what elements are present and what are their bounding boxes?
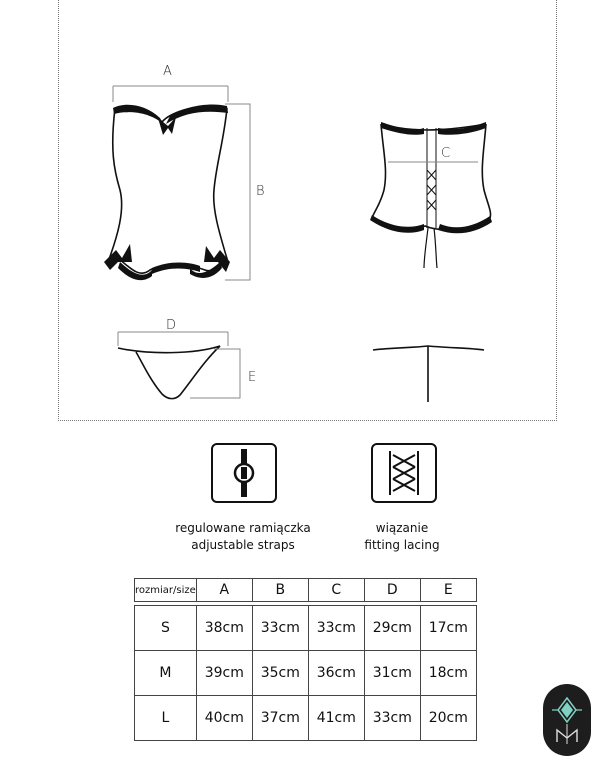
feature-straps-caption xyxy=(160,520,326,554)
value-cell: 29cm xyxy=(364,606,420,651)
feature-lacing-caption xyxy=(340,520,464,554)
table-row xyxy=(135,651,477,696)
value-cell: 33cm xyxy=(364,696,420,741)
dimension-label-d: D xyxy=(166,318,177,333)
feature-lacing-label-en: fitting lacing xyxy=(364,538,440,552)
corset-back-outline xyxy=(372,124,491,218)
column-header-e: E xyxy=(420,579,476,602)
dimension-label-e: E xyxy=(248,370,257,385)
value-cell: 39cm xyxy=(196,651,252,696)
size-cell: M xyxy=(135,651,197,696)
dimension-label-b: B xyxy=(256,184,265,199)
column-header-a: A xyxy=(196,579,252,602)
table-row xyxy=(135,606,477,651)
size-cell: S xyxy=(135,606,197,651)
value-cell: 40cm xyxy=(196,696,252,741)
value-cell: 37cm xyxy=(252,696,308,741)
value-cell: 36cm xyxy=(308,651,364,696)
brand-logo xyxy=(543,684,591,756)
value-cell: 38cm xyxy=(196,606,252,651)
feature-lacing-label-pl: wiązanie xyxy=(375,521,429,535)
column-header-b: B xyxy=(252,579,308,602)
value-cell: 18cm xyxy=(420,651,476,696)
size-table xyxy=(134,578,477,741)
size-cell: L xyxy=(135,696,197,741)
table-row xyxy=(135,696,477,741)
value-cell: 35cm xyxy=(252,651,308,696)
value-cell: 33cm xyxy=(252,606,308,651)
adjustable-strap-icon xyxy=(211,443,277,503)
thong-front xyxy=(118,346,220,399)
value-cell: 17cm xyxy=(420,606,476,651)
feature-straps-label-en: adjustable straps xyxy=(191,538,295,552)
size-table-corner: rozmiar/size xyxy=(135,579,197,602)
column-header-d: D xyxy=(364,579,420,602)
dimension-label-c: C xyxy=(441,146,451,161)
lacing-icon xyxy=(371,443,437,503)
feature-straps-label-pl: regulowane ramiączka xyxy=(175,521,311,535)
value-cell: 20cm xyxy=(420,696,476,741)
size-table-header xyxy=(135,579,477,602)
value-cell: 41cm xyxy=(308,696,364,741)
dimension-label-a: A xyxy=(163,64,172,79)
corset-front-outline xyxy=(108,108,228,262)
column-header-c: C xyxy=(308,579,364,602)
value-cell: 31cm xyxy=(364,651,420,696)
value-cell: 33cm xyxy=(308,606,364,651)
thong-back xyxy=(373,346,484,402)
